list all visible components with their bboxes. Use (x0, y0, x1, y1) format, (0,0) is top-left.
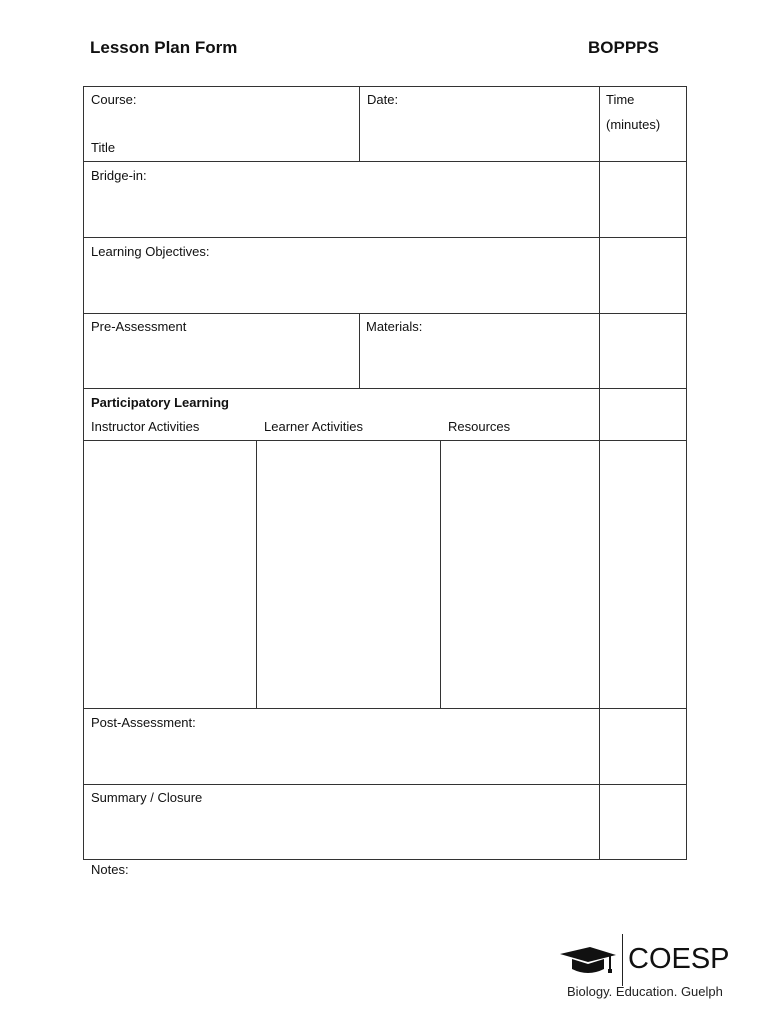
tagline: Biology. Education. Guelph (567, 984, 723, 999)
page-title: Lesson Plan Form (90, 38, 238, 57)
time-label: Time (606, 92, 635, 107)
course-label: Course: (91, 92, 137, 107)
post-assessment-cell[interactable] (83, 708, 600, 785)
learner-activities-label: Learner Activities (264, 419, 363, 434)
objectives-cell[interactable] (83, 237, 600, 314)
objectives-label: Learning Objectives: (91, 244, 210, 259)
learner-activities-cell[interactable] (256, 440, 441, 709)
bridge-in-cell[interactable] (83, 161, 600, 238)
course-cell[interactable] (83, 86, 360, 162)
materials-cell[interactable] (359, 313, 600, 389)
participatory-label: Participatory Learning (91, 395, 229, 410)
objectives-time-cell[interactable] (599, 237, 687, 314)
pre-assessment-label: Pre-Assessment (91, 319, 187, 334)
minutes-label: (minutes) (606, 117, 661, 132)
time-header-cell (599, 86, 687, 162)
logo-text: COESP (628, 943, 730, 975)
pre-assessment-time-cell[interactable] (599, 313, 687, 389)
title-label: Title (91, 140, 116, 155)
resources-cell[interactable] (440, 440, 600, 709)
summary-label: Summary / Closure (91, 790, 203, 805)
date-cell[interactable] (359, 86, 600, 162)
logo-divider (622, 934, 623, 986)
notes-label: Notes: (91, 862, 129, 877)
bridge-in-label: Bridge-in: (91, 168, 147, 183)
bridge-in-time-cell[interactable] (599, 161, 687, 238)
method-title: BOPPPS (588, 38, 659, 57)
instructor-activities-cell[interactable] (83, 440, 257, 709)
instructor-activities-label: Instructor Activities (91, 419, 200, 434)
participatory-time-cell[interactable] (599, 440, 687, 709)
pre-assessment-cell[interactable] (83, 313, 360, 389)
participatory-time-header-cell (599, 388, 687, 441)
resources-label: Resources (448, 419, 511, 434)
post-assessment-label: Post-Assessment: (91, 715, 196, 730)
materials-label: Materials: (366, 319, 423, 334)
participatory-header-cell (83, 388, 600, 441)
post-assessment-time-cell[interactable] (599, 708, 687, 785)
summary-time-cell[interactable] (599, 784, 687, 860)
graduation-cap-icon (558, 944, 618, 978)
date-label: Date: (367, 92, 399, 107)
summary-cell[interactable] (83, 784, 600, 860)
